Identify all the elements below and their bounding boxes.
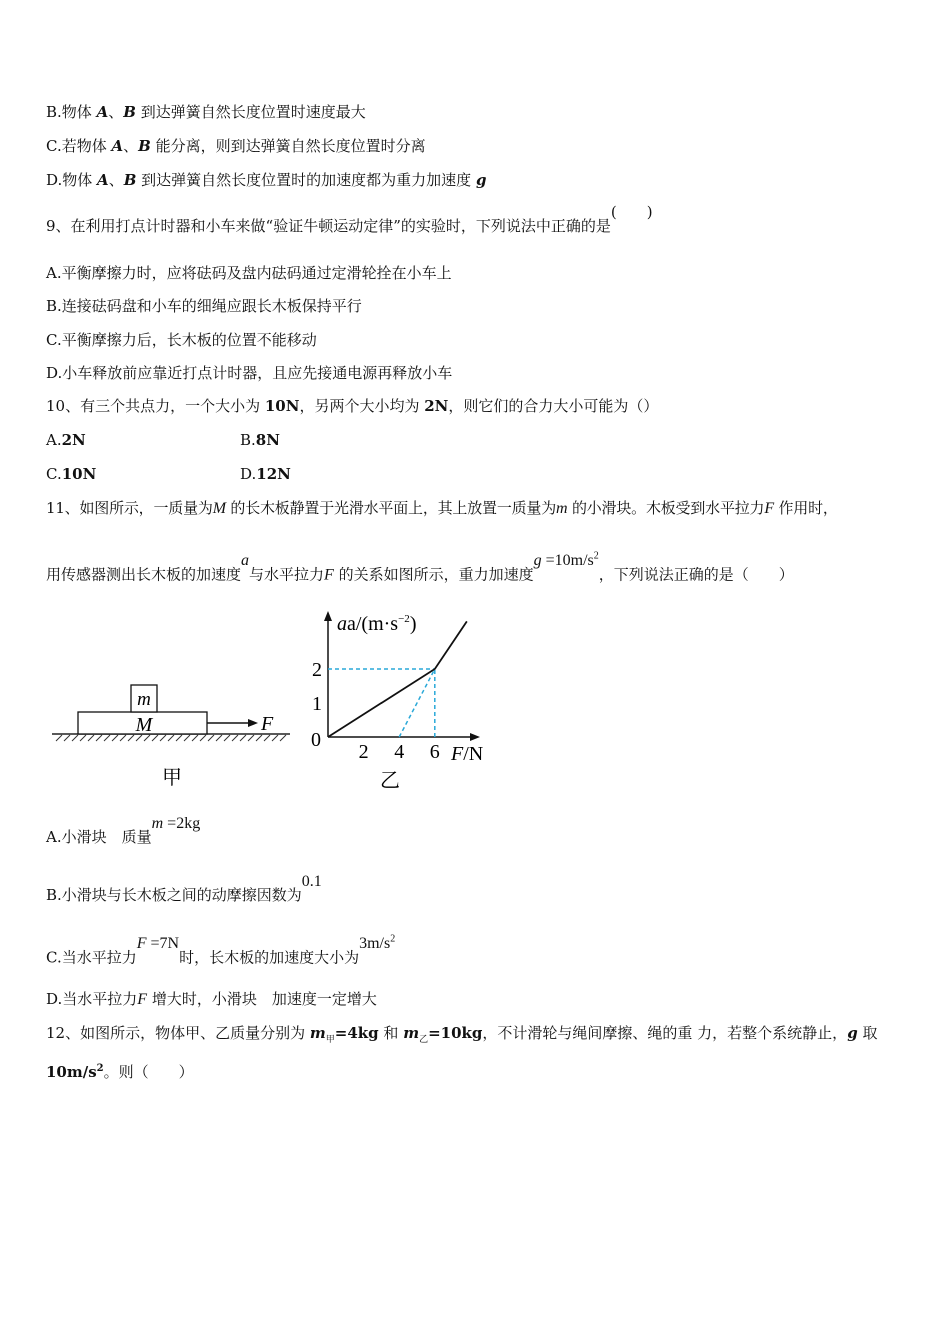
- question-11-option-c: C.当水平拉力F =7N时，长木板的加速度大小为$3m/s^2$: [46, 934, 396, 967]
- y-axis-label: $aa/(m\cdot s^{-2})$: [337, 613, 417, 635]
- question-11-option-d: D.当水平拉力F 增大时，小滑块 加速度一定增大: [46, 990, 377, 1008]
- y-axis-arrow: [324, 611, 332, 621]
- question-8-option-b: B.物体 A、B 到达弹簧自然长度位置时速度最大: [46, 103, 366, 121]
- x-axis-arrow: [470, 733, 480, 741]
- question-10-option-a: A.2N: [46, 431, 86, 449]
- ground-hatching: [56, 735, 286, 741]
- x-tick-label-6: 6: [429, 741, 440, 763]
- force-arrow-head: [248, 719, 258, 727]
- force-label: F: [261, 713, 274, 735]
- question-9-option-a: A.平衡摩擦力时，应将砝码及盘内砝码通过定滑轮拴在小车上: [46, 264, 452, 282]
- question-8-option-c: C.若物体 A、B 能分离，则到达弹簧自然长度位置时分离: [46, 137, 426, 155]
- figure-acceleration-force-chart: [300, 605, 500, 795]
- long-board-label: M: [135, 714, 153, 736]
- series-line-1: [399, 669, 435, 737]
- y-tick-label-1: 1: [312, 693, 322, 715]
- y-tick-label-2: 2: [312, 659, 322, 681]
- question-11-option-b: B.小滑块与长木板之间的动摩擦因数为0.1: [46, 873, 322, 904]
- figure-caption-yi: 乙: [380, 770, 400, 792]
- question-10-option-c: C.10N: [46, 465, 97, 483]
- x-tick-label-2: 2: [358, 741, 369, 763]
- question-9-option-c: C.平衡摩擦力后，长木板的位置不能移动: [46, 331, 317, 349]
- small-block-label: m: [137, 689, 151, 710]
- question-10-option-b: B.8N: [240, 431, 280, 449]
- question-11-stem-line-1: 11、如图所示，一质量为M 的长木板静置于光滑水平面上，其上放置一质量为m 的小滑块。木板受到水平拉力F 作用时，: [46, 499, 838, 517]
- x-tick-label-4: 4: [394, 741, 405, 763]
- figure-block-diagram: [48, 680, 298, 792]
- question-9-option-d: D.小车释放前应靠近打点计时器，且应先接通电源再释放小车: [46, 364, 453, 382]
- x-axis-label: F/N: [451, 743, 484, 765]
- question-10-stem: 10、有三个共点力，一个大小为 10N，另两个大小均为 2N，则它们的合力大小可能为（）: [46, 397, 659, 415]
- origin-label: 0: [311, 729, 321, 751]
- question-9-option-b: B.连接砝码盘和小车的细绳应跟长木板保持平行: [46, 297, 362, 315]
- figure-caption-jia: 甲: [162, 767, 182, 789]
- question-11-option-a: A.小滑块 质量m =2kg: [46, 815, 201, 846]
- question-9-stem: 9、在利用打点计时器和小车来做“验证牛顿运动定律”的实验时，下列说法中正确的是( ): [46, 203, 653, 235]
- question-11-stem-line-2: 用传感器测出长木板的加速度a与水平拉力F 的关系如图所示，重力加速度$g =10m/s^2$，下列说法正确的是（ ）: [46, 551, 794, 584]
- question-10-option-d: D.12N: [240, 465, 291, 483]
- series-line-0: [328, 621, 467, 737]
- question-12-stem-line-1: 12、如图所示，物体甲、乙质量分别为 $m_甲=4kg$ 和 $m_乙=10kg$，不计滑轮与绳间摩擦、绳的重 力，若整个系统静止，g 取: [46, 1024, 878, 1045]
- question-8-option-d: D.物体 A、B 到达弹簧自然长度位置时的加速度都为重力加速度 g: [46, 171, 487, 189]
- question-12-stem-line-2: $10m/s^2$。则（ ）: [46, 1063, 194, 1081]
